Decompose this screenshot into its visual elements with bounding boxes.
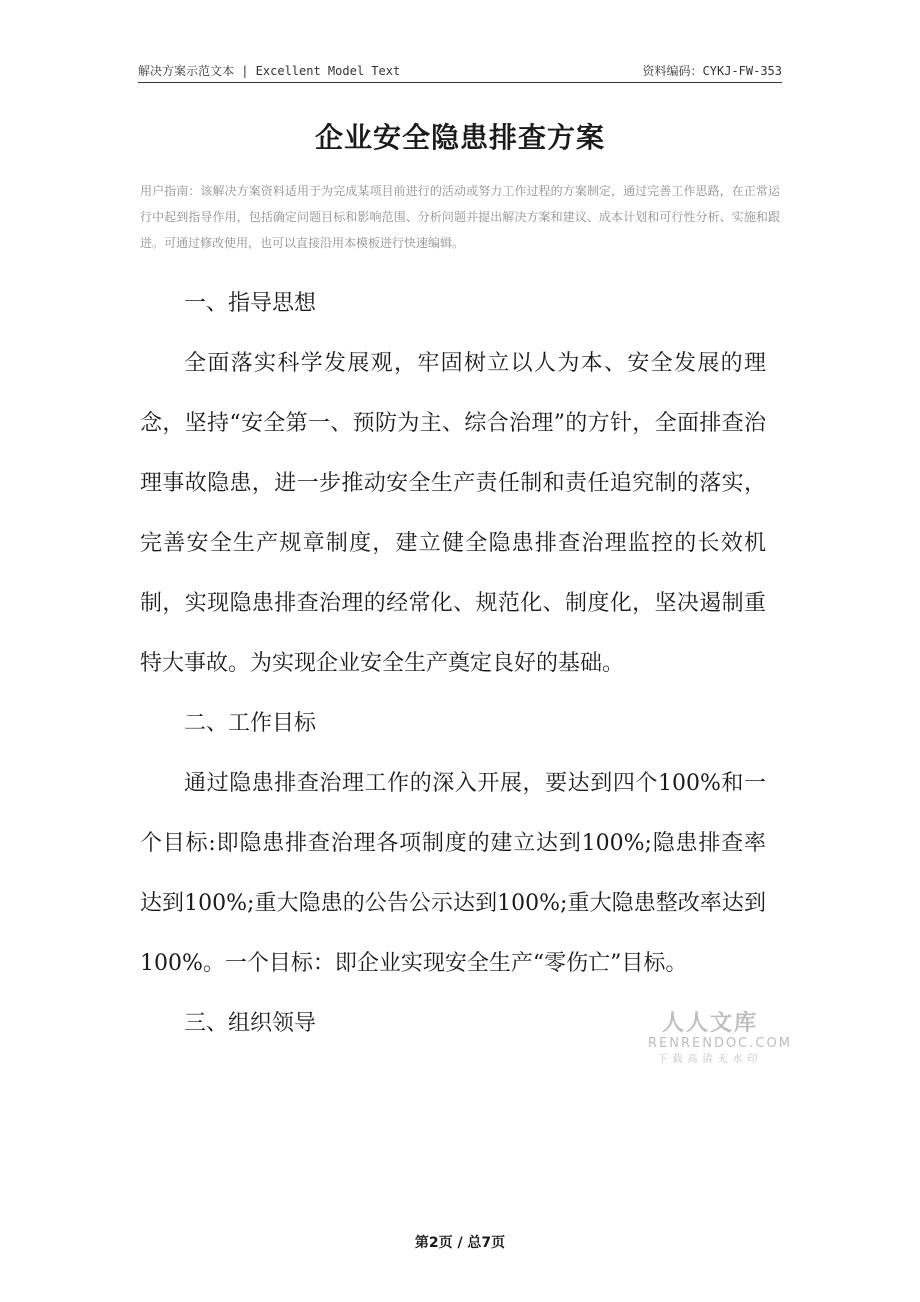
document-title: 企业安全隐患排查方案 xyxy=(314,121,605,154)
section-heading-organization: 三、组织领导 xyxy=(184,1011,317,1036)
page-header xyxy=(138,62,782,82)
section-heading-guiding-ideology: 一、指导思想 xyxy=(184,291,317,316)
paragraph-guiding-ideology: 全面落实科学发展观，牢固树立以人为本、安全发展的理念，坚持“安全第一、预防为主、综合治理”的方针，全面排查治理事故隐患，进一步推动安全生产责任制和责任追究制的落实，完善安全生产规章制度，建立健全隐患排查治理监控的长效机制，实现隐患排查治理的经常化、规范化、制度化，坚决遏制重特大事故。为实现企业安全生产奠定良好的基础。 xyxy=(140,351,766,676)
watermark-logo: 人人文库 xyxy=(661,1011,758,1036)
watermark-tagline: 下载高清无水印 xyxy=(657,1054,763,1065)
section-heading-work-goals: 二、工作目标 xyxy=(184,711,317,736)
watermark xyxy=(648,1011,792,1068)
paragraph-work-goals: 通过隐患排查治理工作的深入开展，要达到四个100%和一个目标:即隐患排查治理各项制度的建立达到100%;隐患排查率达到100%;重大隐患的公告公示达到100%;重大隐患整改率达到100%。一个目标：即企业实现安全生产“零伤亡”目标。 xyxy=(140,771,766,976)
document-code: 资料编码：CYKJ-FW-353 xyxy=(642,64,782,78)
user-guide-text: 用户指南：该解决方案资料适用于为完成某项目前进行的活动或努力工作过程的方案制定，通过完善工作思路，在正常运行中起到指导作用，包括确定问题目标和影响范围、分析问题并提出解决方案和建议、成本计划和可行性分析、实施和跟进。可通过修改使用，也可以直接沿用本模板进行快速编辑。 xyxy=(140,184,780,250)
header-left-text: 解决方案示范文本 | Excellent Model Text xyxy=(138,64,401,78)
page-indicator: 第2页 / 总7页 xyxy=(414,1235,506,1251)
document-body xyxy=(140,274,766,1054)
watermark-domain: RENRENDOC.COM xyxy=(648,1036,792,1051)
header-divider xyxy=(138,82,782,83)
